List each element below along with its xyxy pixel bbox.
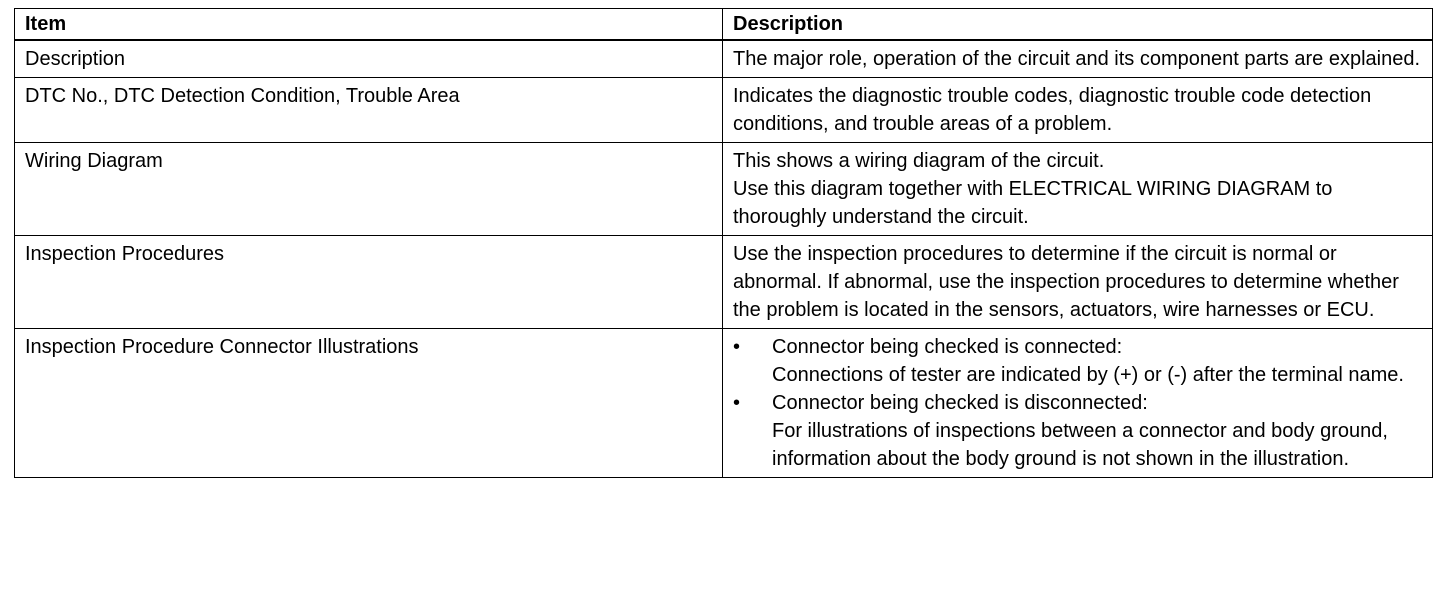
bullet-lead: Connector being checked is disconnected: xyxy=(772,392,1148,414)
table-row-connector-illustrations xyxy=(15,329,1433,478)
item-cell: Inspection Procedure Connector Illustrations xyxy=(15,329,723,478)
explanation-table xyxy=(14,8,1433,478)
item-cell: Inspection Procedures xyxy=(15,236,723,329)
bullet-detail: For illustrations of inspections between a connector and body ground, information about the body ground is not shown in the illustration. xyxy=(772,420,1388,470)
column-header-item: Item xyxy=(15,9,723,41)
description-cell xyxy=(723,329,1433,478)
item-cell: DTC No., DTC Detection Condition, Trouble Area xyxy=(15,78,723,143)
table-row-dtc xyxy=(15,78,1433,143)
bullet-detail: Connections of tester are indicated by (+) or (-) after the terminal name. xyxy=(772,364,1404,386)
bullet-marker: • xyxy=(733,392,741,414)
bullet-item-disconnected xyxy=(733,389,1422,473)
table-header-row xyxy=(15,9,1433,41)
description-line: Use this diagram together with ELECTRICAL WIRING DIAGRAM to thoroughly understand the circuit. xyxy=(733,178,1333,228)
description-cell: Indicates the diagnostic trouble codes, diagnostic trouble code detection conditions, and trouble areas of a problem. xyxy=(723,78,1433,143)
description-line: This shows a wiring diagram of the circuit. xyxy=(733,150,1105,172)
bullet-marker: • xyxy=(733,336,741,358)
bullet-lead: Connector being checked is connected: xyxy=(772,336,1123,358)
column-header-description: Description xyxy=(723,9,1433,41)
bullet-item-connected xyxy=(733,333,1422,389)
item-cell: Description xyxy=(15,40,723,78)
description-cell: The major role, operation of the circuit and its component parts are explained. xyxy=(723,40,1433,78)
table-row-wiring-diagram xyxy=(15,143,1433,236)
item-cell: Wiring Diagram xyxy=(15,143,723,236)
table-row-inspection-procedures xyxy=(15,236,1433,329)
table-row-description xyxy=(15,40,1433,78)
description-cell: Use the inspection procedures to determine if the circuit is normal or abnormal. If abnormal, use the inspection procedures to determine whether the problem is located in the sensors, actuators, wire harnesses or ECU. xyxy=(723,236,1433,329)
description-cell xyxy=(723,143,1433,236)
bullet-list xyxy=(733,333,1422,473)
